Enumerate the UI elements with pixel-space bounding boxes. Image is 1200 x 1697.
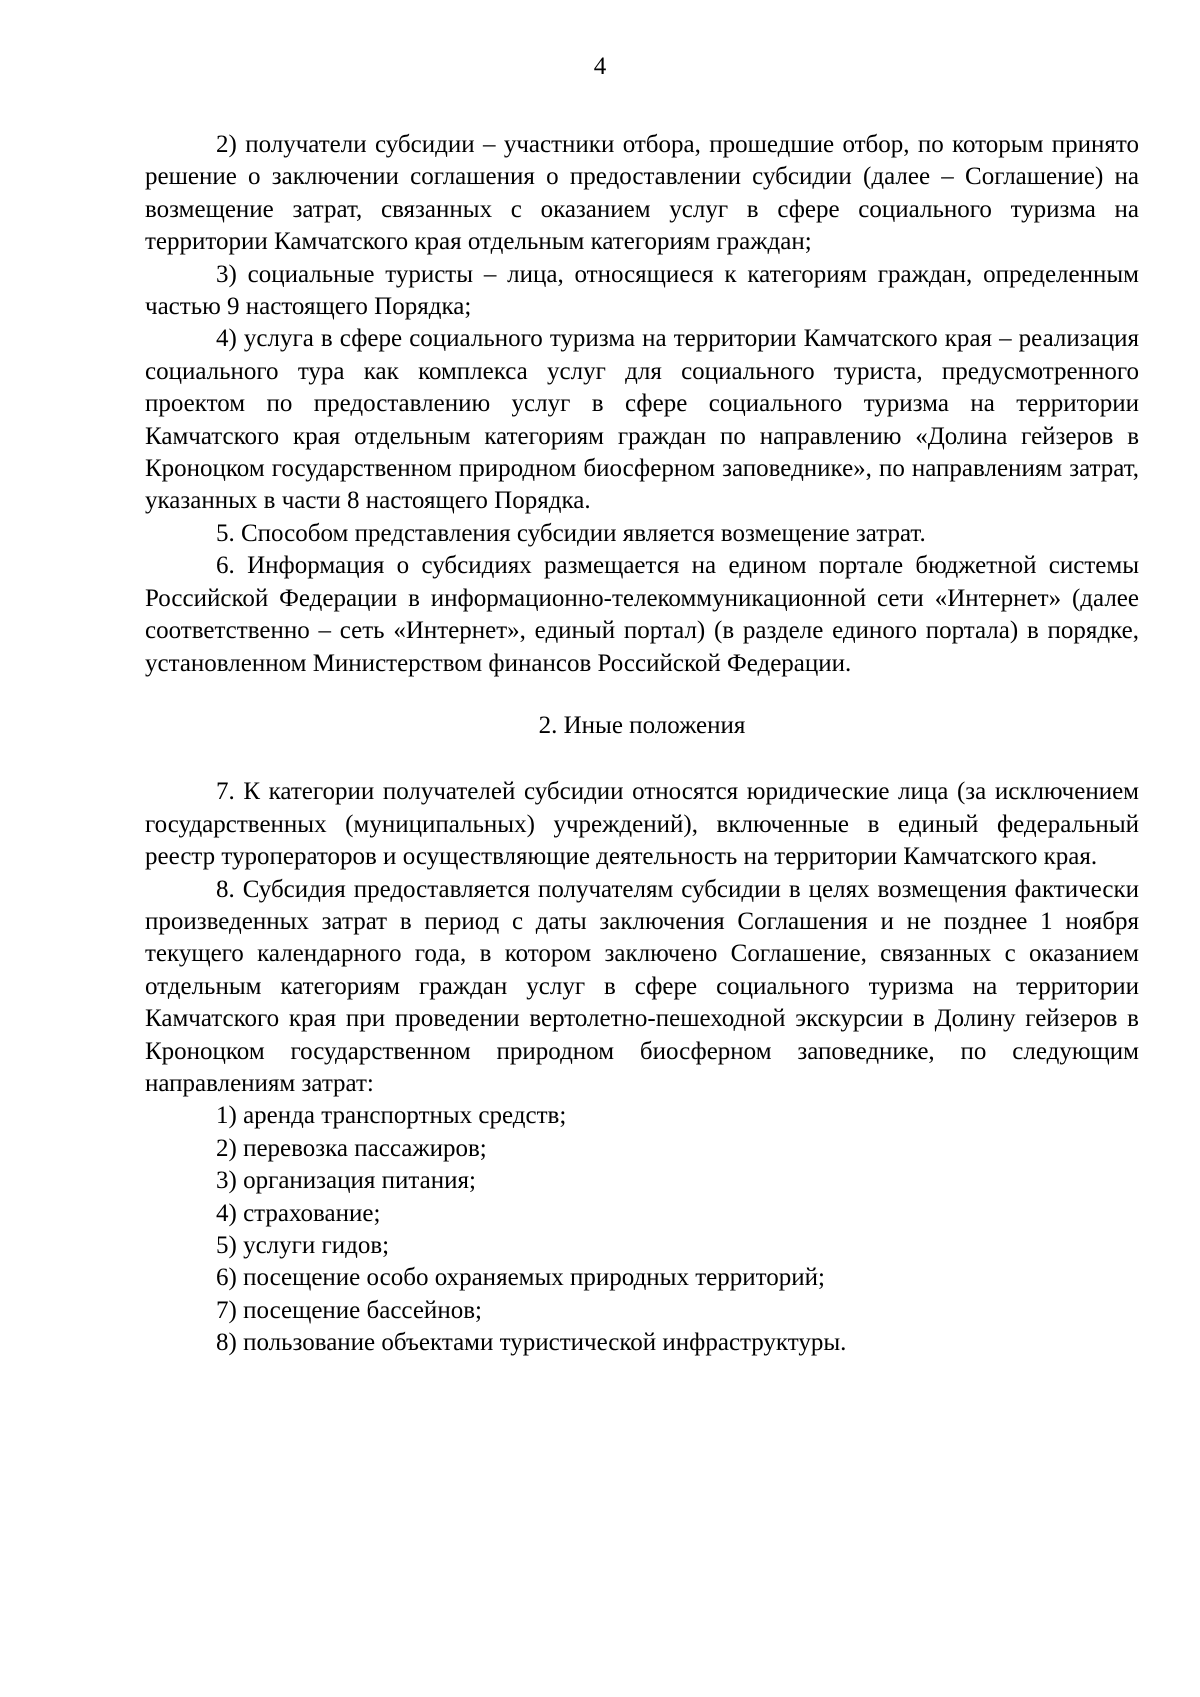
list-item: 2) перевозка пассажиров;	[216, 1134, 487, 1162]
paragraph-clause-7: 7. К категории получателей субсидии относятся юридические лица (за исключением государственных (муниципальных) учреждений), включенные в единый федеральный реестр туроператоров и осуществляющие деятельность на территории Камчатского края.	[145, 778, 1139, 871]
paragraph-item-3: 3) социальные туристы – лица, относящиеся к категориям граждан, определенным частью 9 настоящего Порядка;	[145, 260, 1139, 321]
page-number: 4	[593, 53, 607, 80]
paragraph-item-2: 2) получатели субсидии – участники отбора, прошедшие отбор, по которым принято решение о заключении соглашения о предоставлении субсидии (далее – Соглашение) на возмещение затрат, связанных с оказанием услуг в сфере социального туризма на территории Камчатского края отдельным категориям граждан;	[145, 131, 1139, 256]
expense-list	[145, 1100, 1139, 1359]
list-item: 1) аренда транспортных средств;	[216, 1102, 567, 1130]
section-heading: 2. Иные положения	[538, 711, 746, 739]
list-item: 5) услуги гидов;	[216, 1232, 390, 1259]
list-item: 7) посещение бассейнов;	[216, 1296, 482, 1324]
list-item: 8) пользование объектами туристической инфраструктуры.	[216, 1329, 847, 1357]
paragraph-clause-8: 8. Субсидия предоставляется получателям субсидии в целях возмещения фактически произведенных затрат в период с даты заключения Соглашения и не позднее 1 ноября текущего календарного года, в котором заключено Соглашение, связанных с оказанием отдельным категориям граждан услуг в сфере социального туризма на территории Камчатского края при проведении вертолетно-пешеходной экскурсии в Долину гейзеров в Кроноцком государственном природном биосферном заповеднике, по следующим направлениям затрат:	[145, 875, 1139, 1097]
paragraph-clause-6: 6. Информация о субсидиях размещается на едином портале бюджетной системы Российской Федерации в информационно-телекоммуникационной сети «Интернет» (далее соответственно – сеть «Интернет», единый портал) (в разделе единого портала) в порядке, установленном Министерством финансов Российской Федерации.	[145, 552, 1139, 677]
list-item: 6) посещение особо охраняемых природных территорий;	[216, 1264, 825, 1292]
paragraph-item-4: 4) услуга в сфере социального туризма на территории Камчатского края – реализация социального тура как комплекса услуг для социального туриста, предусмотренного проектом по предоставлению услуг в сфере социального туризма на территории Камчатского края отдельным категориям граждан по направлению «Долина гейзеров в Кроноцком государственном природном биосферном заповеднике», по направлениям затрат, указанных в части 8 настоящего Порядка.	[145, 325, 1139, 515]
document-body	[145, 129, 1139, 1360]
paragraph-clause-5: 5. Способом представления субсидии является возмещение затрат.	[216, 519, 926, 547]
list-item: 4) страхование;	[216, 1199, 381, 1227]
list-item: 3) организация питания;	[216, 1167, 476, 1195]
